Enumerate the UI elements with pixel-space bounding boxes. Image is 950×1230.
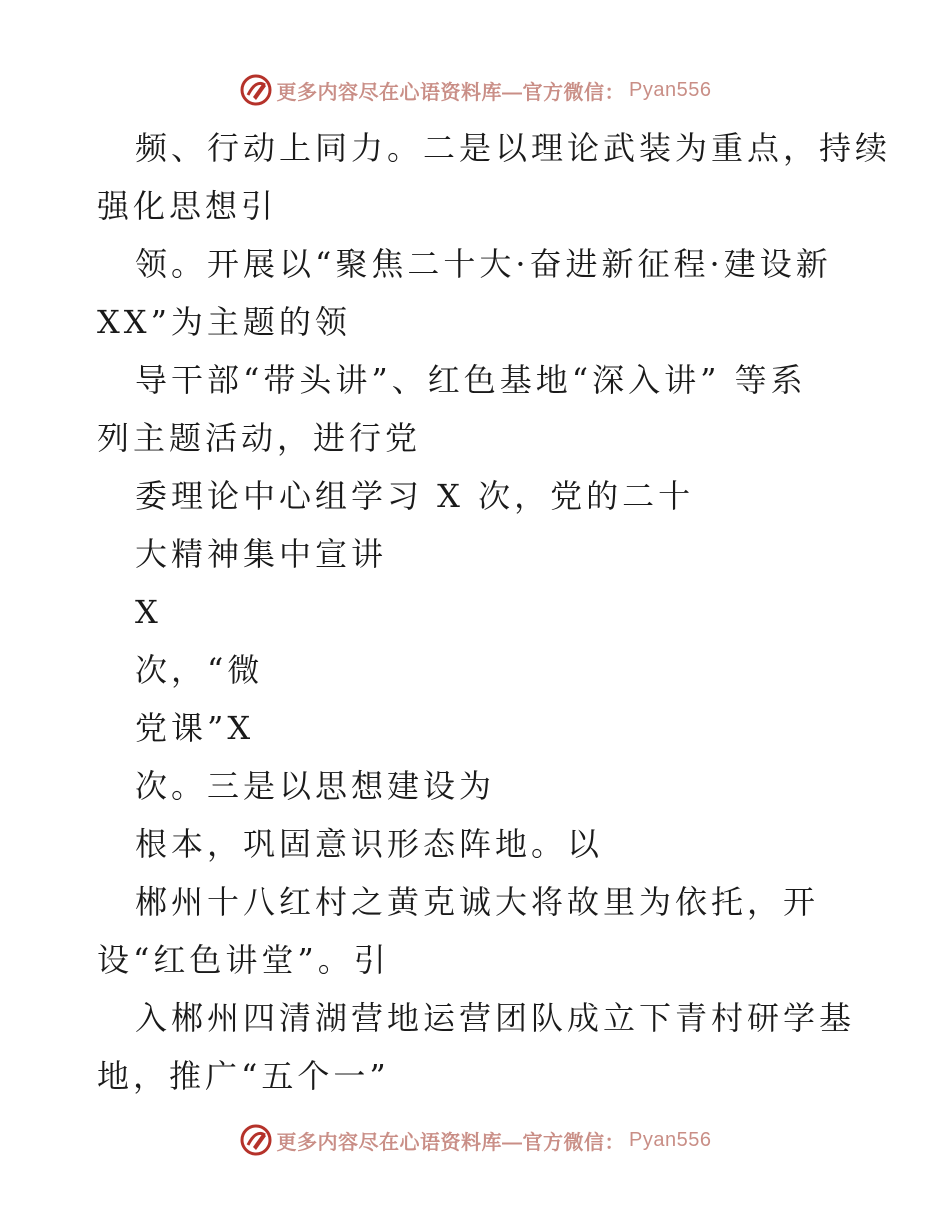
text-line: X xyxy=(135,593,162,631)
watermark-footer xyxy=(0,1120,950,1160)
text-line: 次，“微 xyxy=(135,651,264,689)
logo-icon xyxy=(239,1123,273,1157)
watermark-id: Pyan556 xyxy=(629,78,712,101)
text-line: 导干部“带头讲”、红色基地“深入讲” 等系 xyxy=(135,361,807,399)
text-line: 列主题活动，进行党 xyxy=(97,419,422,457)
text-line: 领。开展以“聚焦二十大·奋进新征程·建设新 xyxy=(135,245,832,283)
watermark-text: 更多内容尽在心语资料库—官方微信： xyxy=(276,81,626,104)
watermark-id: Pyan556 xyxy=(629,1128,712,1151)
text-line: 频、行动上同力。二是以理论武装为重点，持续 xyxy=(135,129,892,167)
watermark-text: 更多内容尽在心语资料库—官方微信： xyxy=(276,1131,626,1154)
text-line: 设“红色讲堂”。引 xyxy=(97,941,390,979)
text-line: 入郴州四清湖营地运营团队成立下青村研学基 xyxy=(135,999,856,1037)
text-line: 委理论中心组学习 X 次，党的二十 xyxy=(135,477,695,515)
text-line: 次。三是以思想建设为 xyxy=(135,767,496,805)
text-line: 根本，巩固意识形态阵地。以 xyxy=(135,825,604,863)
logo-icon xyxy=(239,73,273,107)
text-line: 大精神集中宣讲 xyxy=(135,535,388,573)
text-line: 郴州十八红村之黄克诚大将故里为依托，开 xyxy=(135,883,820,921)
text-line: 党课”X xyxy=(135,709,255,747)
watermark-header xyxy=(0,70,950,110)
text-line: XX”为主题的领 xyxy=(97,303,351,341)
text-line: 强化思想引 xyxy=(97,187,278,225)
text-line: 地，推广“五个一” xyxy=(97,1057,390,1095)
